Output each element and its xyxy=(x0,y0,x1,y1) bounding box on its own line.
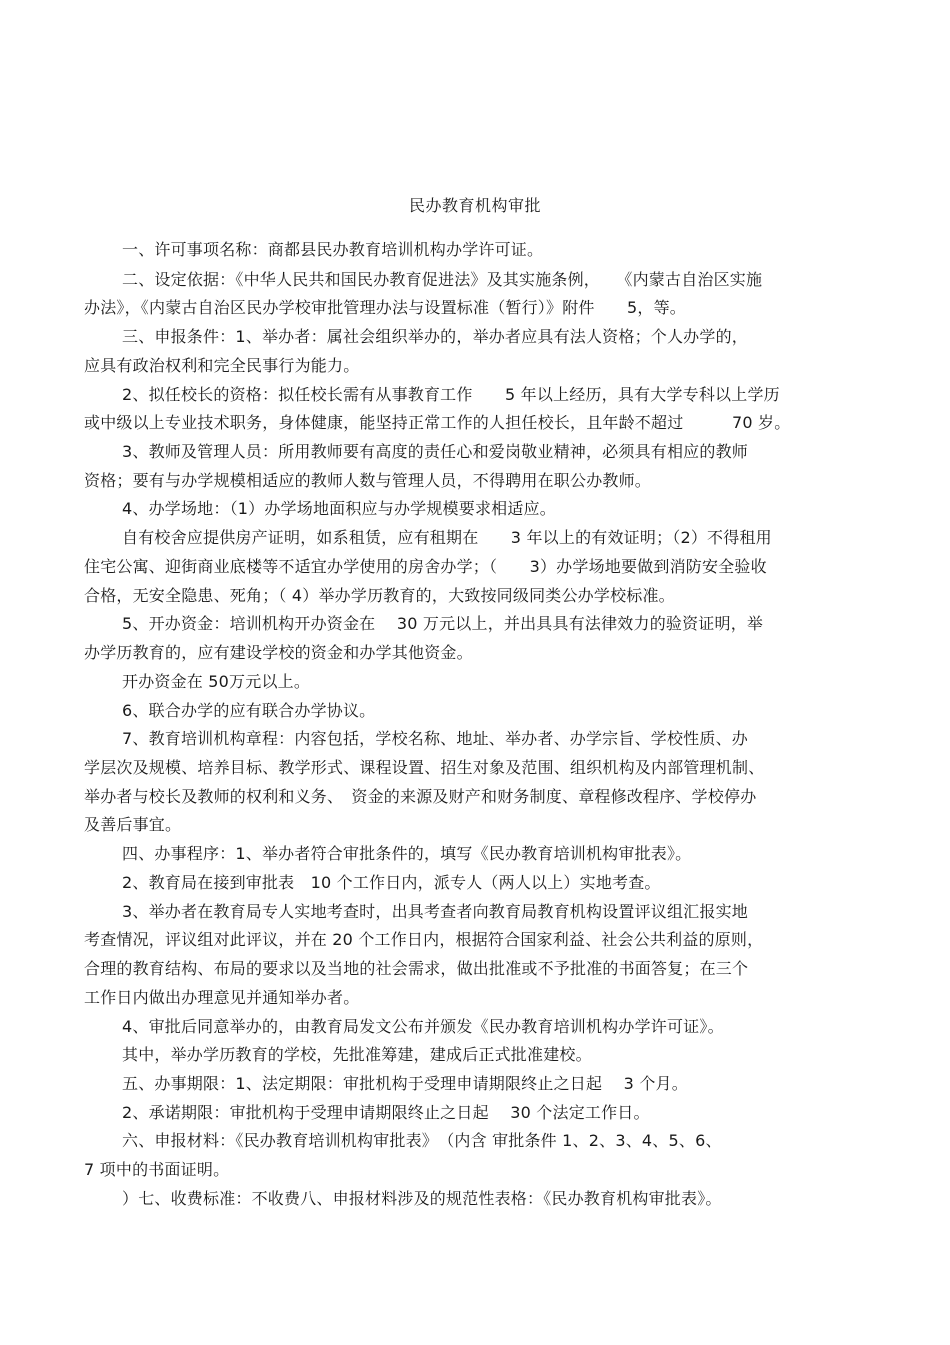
text-line: 其中，举办学历教育的学校，先批准筹建，建成后正式批准建校。 xyxy=(122,1045,592,1064)
text-line: 2、拟任校长的资格：拟任校长需有从事教育工作 5 年以上经历，具有大学专科以上学历 xyxy=(122,385,780,404)
text-line: 合格，无安全隐患、死角；（ 4）举办学历教育的，大致按同级同类公办学校标准。 xyxy=(84,586,675,605)
text-line: 7 项中的书面证明。 xyxy=(84,1160,230,1179)
document-title: 民办教育机构审批 xyxy=(408,196,541,215)
text-line: 自有校舍应提供房产证明，如系租赁，应有租期在 3 年以上的有效证明；（2）不得租用 xyxy=(122,528,772,547)
text-line: 住宅公寓、迎街商业底楼等不适宜办学使用的房舍办学；（ 3）办学场地要做到消防安全验收 xyxy=(84,557,767,576)
text-line: 4、审批后同意举办的，由教育局发文公布并颁发《民办教育培训机构办学许可证》。 xyxy=(122,1017,724,1036)
text-line: 资格；要有与办学规模相适应的教师人数与管理人员，不得聘用在职公办教师。 xyxy=(84,471,652,490)
text-line: 2、承诺期限：审批机构于受理申请期限终止之日起 30 个法定工作日。 xyxy=(122,1103,650,1122)
text-line: 办学历教育的，应有建设学校的资金和办学其他资金。 xyxy=(84,643,473,662)
text-line: 3、举办者在教育局专人实地考查时，出具考查者向教育局教育机构设置评议组汇报实地 xyxy=(122,902,748,921)
text-line: 7、教育培训机构章程：内容包括，学校名称、地址、举办者、办学宗旨、学校性质、办 xyxy=(122,729,748,748)
text-line: 4、办学场地：（1）办学场地面积应与办学规模要求相适应。 xyxy=(122,499,556,518)
text-line: 考查情况，评议组对此评议，并在 20 个工作日内，根据符合国家利益、社会公共利益的原则， xyxy=(84,930,764,949)
text-line: 一、许可事项名称：商都县民办教育培训机构办学许可证。 xyxy=(122,240,544,259)
text-line: 二、设定依据：《中华人民共和国民办教育促进法》及其实施条例， 《内蒙古自治区实施 xyxy=(122,270,763,289)
text-line: 或中级以上专业技术职务，身体健康，能坚持正常工作的人担任校长，且年龄不超过 70 岁。 xyxy=(84,413,791,432)
text-line: 五、办事期限：1、法定期限：审批机构于受理申请期限终止之日起 3 个月。 xyxy=(122,1074,688,1093)
text-line: 开办资金在 50万元以上。 xyxy=(122,672,311,691)
text-line: 举办者与校长及教师的权利和义务、 资金的来源及财产和财务制度、章程修改程序、学校停办 xyxy=(84,787,757,806)
text-line: 办法》，《内蒙古自治区民办学校审批管理办法与设置标准（暂行）》附件 5，等。 xyxy=(84,298,686,317)
text-line: 3、教师及管理人员：所用教师要有高度的责任心和爱岗敬业精神，必须具有相应的教师 xyxy=(122,442,748,461)
text-line: 5、开办资金：培训机构开办资金在 30 万元以上，并出具具有法律效力的验资证明，举 xyxy=(122,614,764,633)
text-line: 学层次及规模、培养目标、教学形式、课程设置、招生对象及范围、组织机构及内部管理机制、 xyxy=(84,758,765,777)
text-line: 工作日内做出办理意见并通知举办者。 xyxy=(84,988,360,1007)
text-line: ）七、收费标准：不收费八、申报材料涉及的规范性表格：《民办教育机构审批表》。 xyxy=(122,1189,722,1208)
text-line: 应具有政治权利和完全民事行为能力。 xyxy=(84,356,360,375)
text-line: 六、申报材料：《民办教育培训机构审批表》 （内含 审批条件 1、2、3、4、5、6、 xyxy=(122,1131,722,1150)
text-line: 2、教育局在接到审批表 10 个工作日内，派专人（两人以上）实地考查。 xyxy=(122,873,661,892)
text-line: 四、办事程序：1、举办者符合审批条件的，填写《民办教育培训机构审批表》。 xyxy=(122,844,692,863)
text-line: 合理的教育结构、布局的要求以及当地的社会需求，做出批准或不予批准的书面答复；在三个 xyxy=(84,959,749,978)
text-line: 三、申报条件：1、举办者：属社会组织举办的，举办者应具有法人资格；个人办学的， xyxy=(122,327,748,346)
text-line: 及善后事宜。 xyxy=(84,815,182,834)
text-line: 6、联合办学的应有联合办学协议。 xyxy=(122,701,376,720)
